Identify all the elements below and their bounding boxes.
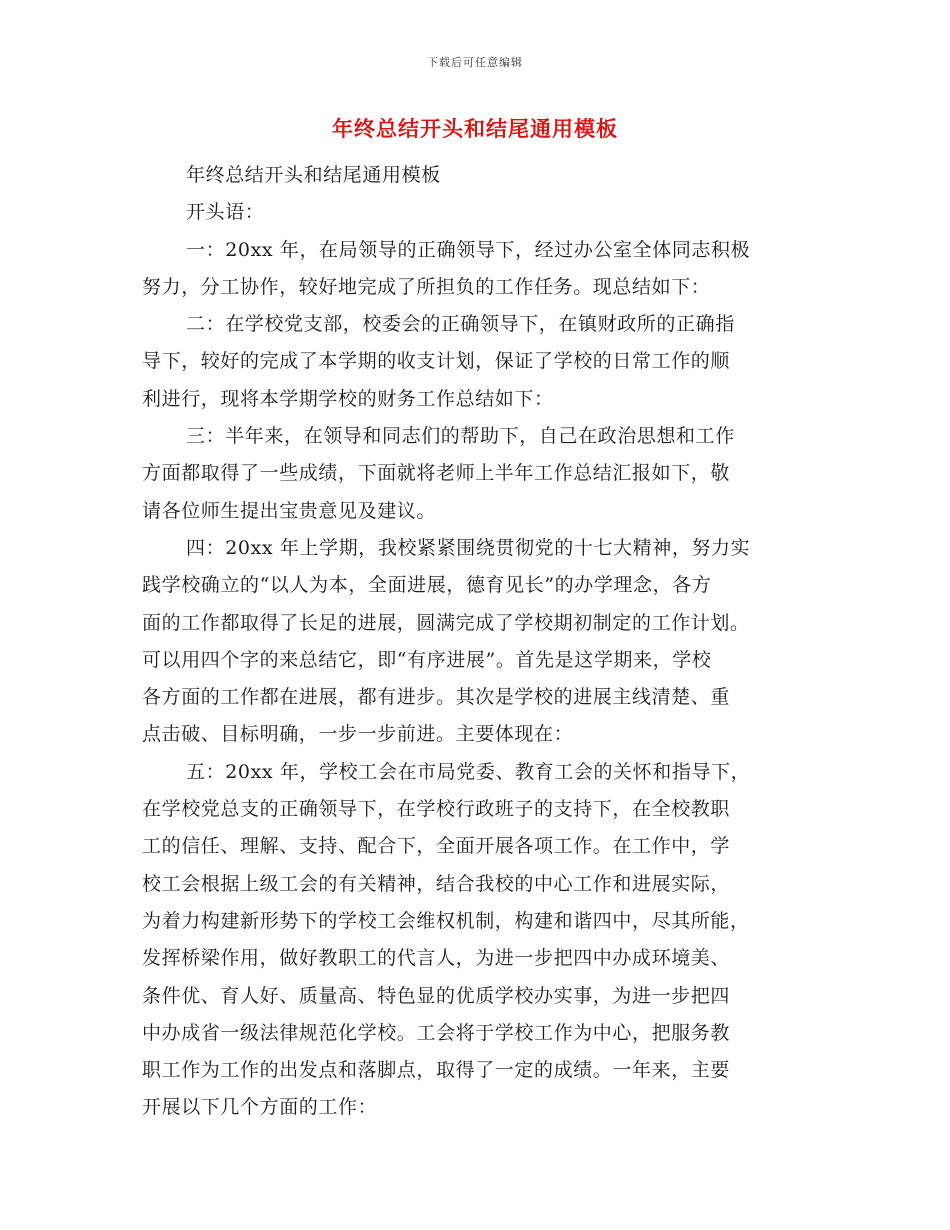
body-line: 可以用四个字的来总结它，即“有序进展”。首先是这学期来，学校: [142, 648, 712, 671]
body-line: 点击破、目标明确，一步一步前进。主要体现在：: [142, 723, 574, 746]
body-line: 年终总结开头和结尾通用模板: [186, 164, 441, 186]
body-line: 践学校确立的“以人为本，全面进展，德育见长”的办学理念，各方: [142, 574, 712, 597]
document-body: [142, 157, 808, 1127]
body-line: 校工会根据上级工会的有关精神，结合我校的中心工作和进展实际，: [142, 872, 731, 895]
body-line: 中办成省一级法律规范化学校。工会将于学校工作为中心，把服务教: [142, 1021, 731, 1044]
body-line: 职工作为工作的出发点和落脚点，取得了一定的成绩。一年来，主要: [142, 1059, 731, 1082]
body-line: 五：20xx 年，学校工会在市局党委、教育工会的关怀和指导下，: [186, 760, 751, 783]
body-line: 一：20xx 年，在局领导的正确领导下，经过办公室全体同志积极: [186, 238, 751, 261]
body-line: 各方面的工作都在进展，都有进步。其次是学校的进展主线清楚、重: [142, 686, 731, 709]
body-line: 工的信任、理解、支持、配合下，全面开展各项工作。在工作中，学: [142, 835, 731, 858]
body-line: 四：20xx 年上学期，我校紧紧围绕贯彻党的十七大精神，努力实: [186, 536, 751, 559]
body-line: 努力，分工协作，较好地完成了所担负的工作任务。现总结如下：: [142, 275, 711, 298]
header-note: 下载后可任意编辑: [427, 56, 523, 69]
body-line: 利进行，现将本学期学校的财务工作总结如下：: [142, 387, 554, 410]
body-line: 开展以下几个方面的工作：: [142, 1096, 378, 1119]
body-line: 面的工作都取得了长足的进展，圆满完成了学校期初制定的工作计划。: [142, 611, 750, 634]
body-line: 方面都取得了一些成绩，下面就将老师上半年工作总结汇报如下，敬: [142, 462, 731, 485]
body-line: 导下，较好的完成了本学期的收支计划，保证了学校的日常工作的顺: [142, 350, 731, 373]
body-line: 请各位师生提出宝贵意见及建议。: [142, 499, 437, 522]
document-title: 年终总结开头和结尾通用模板: [332, 116, 618, 141]
body-line: 条件优、育人好、质量高、特色显的优质学校办实事，为进一步把四: [142, 984, 731, 1007]
body-line: 三：半年来，在领导和同志们的帮助下，自己在政治思想和工作: [186, 425, 735, 448]
body-line: 二：在学校党支部，校委会的正确领导下，在镇财政所的正确指: [186, 313, 735, 336]
body-line: 在学校党总支的正确领导下，在学校行政班子的支持下，在全校教职: [142, 798, 731, 821]
body-line: 发挥桥梁作用，做好教职工的代言人，为进一步把四中办成环境美、: [142, 947, 731, 970]
body-line: 开头语：: [186, 201, 265, 224]
body-line: 为着力构建新形势下的学校工会维权机制，构建和谐四中，尽其所能，: [142, 909, 750, 932]
